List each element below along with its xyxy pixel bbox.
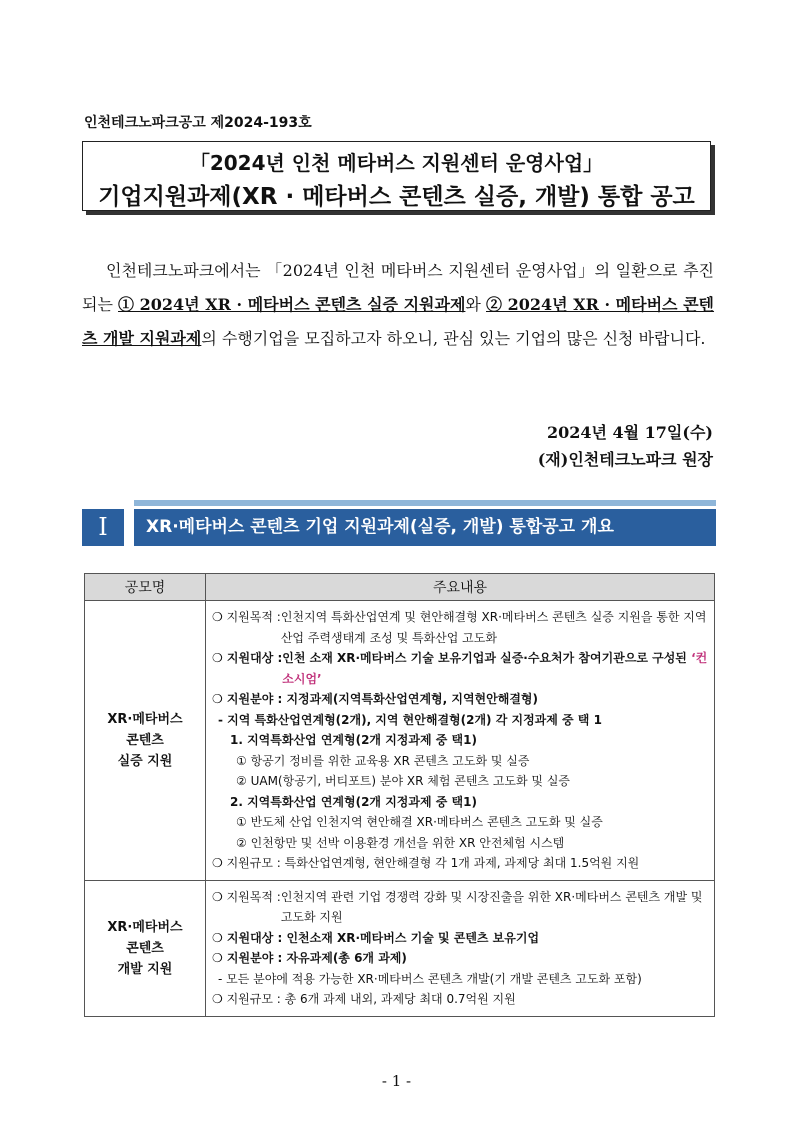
intro-text-3: 의 수행기업을 모집하고자 하오니, 관심 있는 기업의 많은 신청 바랍니다.: [201, 329, 706, 348]
scale-item: ❍ 지원규모 : 총 6개 과제 내외, 과제당 최대 0.7억원 지원: [212, 992, 516, 1006]
target-item: ❍ 지원대상 : 인천소재 XR·메타버스 기술 및 콘텐츠 보유기업: [212, 930, 540, 945]
overview-table: [84, 573, 715, 1017]
target-label: ❍ 지원대상 :: [212, 651, 283, 665]
section-title: XR·메타버스 콘텐츠 기업 지원과제(실증, 개발) 통합공고 개요: [134, 509, 716, 546]
header-name: 공모명: [85, 574, 206, 601]
sub-item: ① 반도체 산업 인천지역 현안해결 XR·메타버스 콘텐츠 고도화 및 실증: [236, 815, 603, 829]
title-line-2: 기업지원과제(XR · 메타버스 콘텐츠 실증, 개발) 통합 공고: [98, 184, 695, 210]
scale-item: ❍ 지원규모 : 특화산업연계형, 현안해결형 각 1개 과제, 과제당 최대 1.5억원 지원: [212, 856, 640, 870]
dash-item: - 지역 특화산업연계형(2개), 지역 현안해결형(2개) 각 지정과제 중 택 1: [218, 712, 602, 727]
row-name-cell: [85, 601, 206, 881]
intro-underline-2: ② 2024년 XR · 메타버스 콘텐츠 개발 지원과제: [82, 295, 715, 348]
notice-number: 인천테크노파크공고 제2024-193호: [84, 115, 312, 131]
row-name-cell: [85, 880, 206, 1016]
row-content-cell: [206, 601, 715, 881]
table-row: [85, 880, 715, 1016]
purpose-label: ❍ 지원목적 :: [212, 889, 281, 904]
page-number: - 1 -: [381, 1072, 412, 1090]
intro-underline-1: ① 2024년 XR · 메타버스 콘텐츠 실증 지원과제: [118, 295, 466, 314]
row-name-line: 콘텐츠: [126, 940, 164, 956]
sub-item: ① 항공기 정비를 위한 교육용 XR 콘텐츠 고도화 및 실증: [236, 753, 530, 768]
purpose-label: ❍ 지원목적 :: [212, 610, 281, 624]
table-header-row: [85, 574, 715, 601]
table-row: [85, 601, 715, 881]
row-content-cell: [206, 880, 715, 1016]
target-item: [212, 648, 708, 689]
target-highlight: ‘컨소시엄’: [282, 651, 708, 686]
row-name-line: 콘텐츠: [126, 732, 164, 748]
section-accent-bar: [134, 500, 716, 506]
signer: (재)인천테크노파크 원장: [537, 450, 713, 469]
purpose-text: 인천지역 특화산업연계 및 현안해결형 XR·메타버스 콘텐츠 실증 지원을 통한 지역산업 주력생태계 조성 및 특화산업 고도화: [280, 610, 707, 645]
sub-item: ② 인천항만 및 선박 이용환경 개선을 위한 XR 안전체험 시스템: [236, 835, 565, 850]
target-text: 인천 소재 XR·메타버스 기술 보유기업과 실증·수요처가 참여기관으로 구성된: [282, 651, 692, 665]
field-item: ❍ 지원분야 : 지정과제(지역특화산업연계형, 지역현안해결형): [212, 692, 539, 706]
header-content: 주요내용: [206, 574, 715, 601]
field-item: ❍ 지원분야 : 자유과제(총 6개 과제): [212, 951, 407, 965]
dash-item: - 모든 분야에 적용 가능한 XR·메타버스 콘텐츠 개발(기 개발 콘텐츠 고도화 포함): [218, 971, 642, 986]
notice-date: 2024년 4월 17일(수): [546, 423, 713, 442]
sub-title: 2. 지역특화산업 연계형(2개 지정과제 중 택1): [230, 794, 477, 809]
purpose-text: 인천지역 관련 기업 경쟁력 강화 및 시장진출을 위한 XR·메타버스 콘텐츠 개발 및 고도화 지원: [280, 889, 703, 924]
purpose-item: [212, 607, 708, 648]
intro-text-2: 와: [465, 295, 486, 314]
purpose-item: [212, 887, 708, 928]
intro-paragraph: [82, 254, 714, 356]
row-name-line: 개발 지원: [117, 961, 173, 977]
row-name-line: 실증 지원: [117, 753, 173, 769]
sub-item: ② UAM(항공기, 버티포트) 분야 XR 체험 콘텐츠 고도화 및 실증: [236, 774, 571, 788]
intro-text-1: 인천테크노파크에서는 「2024년 인천 메타버스 지원센터 운영사업」의 일환으로 추진되는: [82, 261, 714, 314]
sub-title: 1. 지역특화산업 연계형(2개 지정과제 중 택1): [230, 733, 477, 747]
row-name-line: XR·메타버스: [107, 711, 183, 727]
title-box: [82, 141, 711, 211]
row-name-line: XR·메타버스: [107, 919, 183, 935]
title-line-1: 「2024년 인천 메타버스 지원센터 운영사업」: [189, 151, 604, 175]
section-number: Ⅰ: [82, 509, 124, 546]
